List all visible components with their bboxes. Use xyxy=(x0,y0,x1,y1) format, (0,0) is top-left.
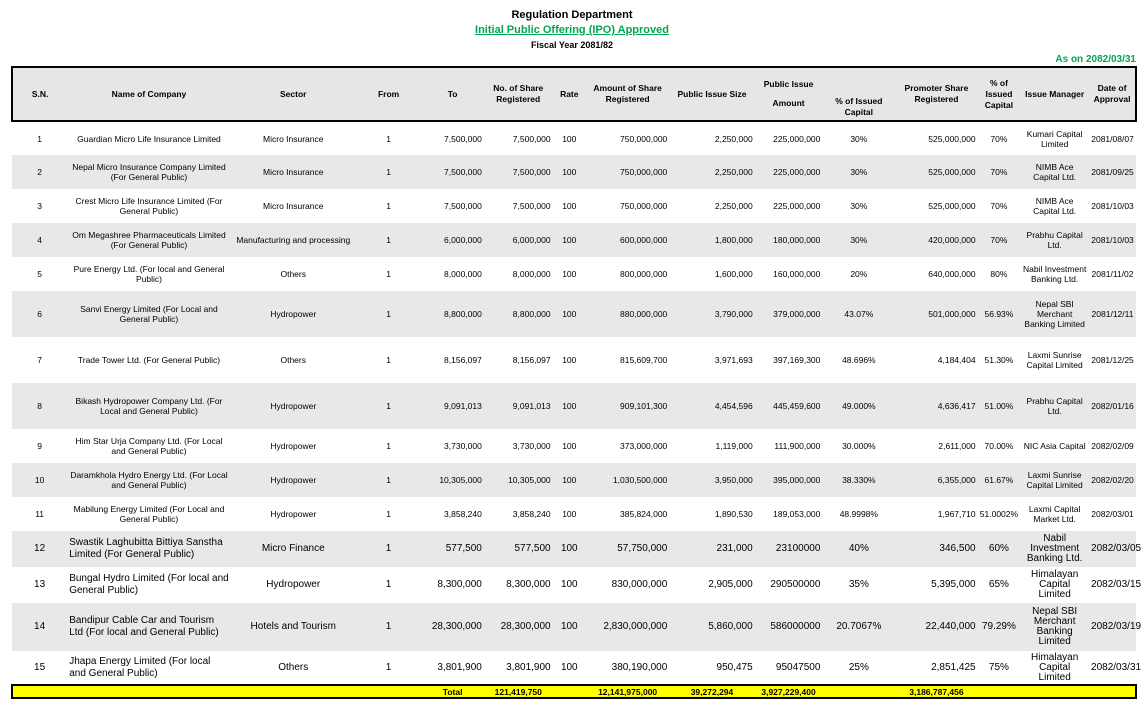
row-manager: Himalayan Capital Limited xyxy=(1031,569,1079,600)
row-promoter: 525,000,000 xyxy=(928,201,976,211)
row-amount: 2,830,000,000 xyxy=(586,603,669,651)
row-amount: 830,000,000 xyxy=(611,579,668,590)
row-issue-size: 1,800,000 xyxy=(669,223,754,257)
row-amount: 909,101,300 xyxy=(586,383,669,429)
row-from: 1 xyxy=(386,355,391,365)
table-row xyxy=(12,463,1136,497)
row-issue-amount: 160,000,000 xyxy=(773,269,821,279)
row-amount: 380,190,000 xyxy=(611,661,668,673)
row-issue-size: 1,890,530 xyxy=(714,509,753,519)
table-row xyxy=(12,291,1136,337)
table-row xyxy=(12,497,1136,531)
row-promoter: 525,000,000 xyxy=(895,155,977,189)
row-issue-size: 950,475 xyxy=(716,661,753,673)
row-pct2: 51.30% xyxy=(984,355,1014,365)
row-sector: Others xyxy=(280,269,306,279)
row-amount: 750,000,000 xyxy=(620,133,668,144)
row-company: Nepal Micro Insurance Company Limited (For General Public) xyxy=(67,155,231,189)
row-promoter: 2,851,425 xyxy=(931,661,976,673)
row-pct: 30% xyxy=(850,133,868,144)
row-to: 7,500,000 xyxy=(421,155,484,189)
row-date: 2082/02/20 xyxy=(1089,463,1136,497)
row-to: 10,305,000 xyxy=(421,463,484,497)
row-company: Om Megashree Pharmaceuticals Limited (For General Public) xyxy=(67,223,231,257)
row-shares: 8,156,097 xyxy=(512,355,551,365)
row-promoter: 2,611,000 xyxy=(938,441,976,451)
col-amount-registered: Amount of Share Registered xyxy=(586,67,669,121)
row-pct2: 80% xyxy=(990,269,1008,279)
row-rate: 100 xyxy=(562,509,577,519)
row-from: 1 xyxy=(386,441,391,451)
fiscal-year: Fiscal Year 2081/82 xyxy=(531,40,613,50)
row-manager: NIMB Ace Capital Ltd. xyxy=(1020,155,1089,189)
row-rate: 100 xyxy=(553,291,586,337)
table-row xyxy=(12,189,1136,223)
row-date: 2082/01/16 xyxy=(1089,383,1136,429)
row-manager: Nabil Investment Banking Ltd. xyxy=(1023,264,1087,284)
col-shares-registered: No. of Share Registered xyxy=(484,67,553,121)
row-promoter: 501,000,000 xyxy=(895,291,977,337)
row-sn: 11 xyxy=(35,509,45,519)
col-promoter-registered: Promoter Share Registered xyxy=(895,67,977,121)
row-sector: Hotels and Tourism xyxy=(231,603,356,651)
row-amount: 750,000,000 xyxy=(620,201,668,211)
row-to: 8,156,097 xyxy=(444,355,482,365)
row-issue-amount: 95047500 xyxy=(775,661,821,673)
row-sector: Hydropower xyxy=(270,441,317,451)
row-shares: 8,000,000 xyxy=(512,269,551,279)
row-pct: 49.000% xyxy=(822,383,895,429)
row-date: 2082/03/15 xyxy=(1091,579,1142,590)
row-shares: 9,091,013 xyxy=(484,383,553,429)
row-promoter: 1,967,710 xyxy=(937,509,976,519)
row-manager: NIC Asia Capital xyxy=(1023,441,1086,451)
row-sn: 3 xyxy=(37,201,42,211)
row-pct: 30% xyxy=(822,155,895,189)
row-issue-amount: 445,459,600 xyxy=(755,383,823,429)
row-company: Swastik Laghubitta Bittiya Sanstha Limited (For General Public) xyxy=(67,531,231,567)
row-amount: 385,824,000 xyxy=(620,509,668,519)
row-to: 8,800,000 xyxy=(421,291,484,337)
row-company: Daramkhola Hydro Energy Ltd. (For Local and General Public) xyxy=(67,463,231,497)
row-from: 1 xyxy=(386,509,391,519)
row-sn: 6 xyxy=(12,291,67,337)
row-pct2: 65% xyxy=(988,579,1009,590)
row-shares: 7,500,000 xyxy=(484,155,553,189)
row-sector: Others xyxy=(278,661,309,673)
row-to: 3,730,000 xyxy=(444,441,482,451)
row-date: 2082/03/31 xyxy=(1091,661,1142,673)
row-issue-size: 2,250,000 xyxy=(714,133,753,144)
row-sector: Micro Finance xyxy=(231,531,356,567)
total-shares: 121,419,750 xyxy=(484,685,553,698)
row-sn: 2 xyxy=(12,155,67,189)
row-company: Pure Energy Ltd. (For local and General Public) xyxy=(73,264,225,284)
row-sn: 12 xyxy=(12,531,67,567)
row-manager: NIMB Ace Capital Ltd. xyxy=(1033,196,1077,216)
row-issue-amount: 395,000,000 xyxy=(755,463,823,497)
col-sector: Sector xyxy=(231,67,356,121)
row-pct2: 60% xyxy=(978,531,1021,567)
row-date: 2081/12/11 xyxy=(1089,291,1136,337)
department-title: Regulation Department xyxy=(511,9,633,21)
row-company: Crest Micro Life Insurance Limited (For General Public) xyxy=(75,196,223,216)
row-issue-amount: 225,000,000 xyxy=(755,155,823,189)
row-from: 1 xyxy=(386,201,391,211)
row-to: 9,091,013 xyxy=(421,383,484,429)
row-pct: 20.7067% xyxy=(822,603,895,651)
table-row xyxy=(12,567,1136,603)
row-amount: 373,000,000 xyxy=(620,441,668,451)
row-issue-amount: 225,000,000 xyxy=(773,133,821,144)
row-pct2: 70.00% xyxy=(984,441,1014,451)
total-amount: 12,141,975,000 xyxy=(586,685,669,698)
row-pct: 30.000% xyxy=(842,441,876,451)
row-pct: 40% xyxy=(822,531,895,567)
row-shares: 6,000,000 xyxy=(484,223,553,257)
total-label: Total xyxy=(421,685,484,698)
row-pct: 48.696% xyxy=(842,355,876,365)
row-date: 2081/10/03 xyxy=(1091,201,1134,211)
row-manager: Nabil Investment Banking Ltd. xyxy=(1020,531,1089,567)
row-sector: Hydropower xyxy=(231,291,356,337)
row-pct2: 51.00% xyxy=(978,383,1021,429)
row-to: 7,500,000 xyxy=(444,201,482,211)
row-date: 2082/03/01 xyxy=(1091,509,1134,519)
table-row xyxy=(12,531,1136,567)
row-issue-amount: 189,053,000 xyxy=(773,509,821,519)
row-sn: 5 xyxy=(37,269,42,279)
row-shares: 8,800,000 xyxy=(484,291,553,337)
row-company: Bikash Hydropower Company Ltd. (For Local and General Public) xyxy=(67,383,231,429)
row-pct2: 70% xyxy=(990,201,1008,211)
row-from: 1 xyxy=(356,383,422,429)
row-from: 1 xyxy=(356,603,422,651)
row-issue-amount: 23100000 xyxy=(755,531,823,567)
row-amount: 1,030,500,000 xyxy=(586,463,669,497)
row-company: Jhapa Energy Limited (For local and General Public) xyxy=(69,655,211,679)
row-shares: 8,300,000 xyxy=(506,579,551,590)
row-company: Mabilung Energy Limited (For Local and General Public) xyxy=(73,504,225,524)
row-rate: 100 xyxy=(560,579,578,590)
row-amount: 880,000,000 xyxy=(586,291,669,337)
row-promoter: 4,636,417 xyxy=(895,383,977,429)
row-pct: 30% xyxy=(822,223,895,257)
row-sn: 7 xyxy=(37,355,42,365)
row-from: 1 xyxy=(356,155,422,189)
row-to: 8,000,000 xyxy=(444,269,482,279)
row-sector: Others xyxy=(280,355,306,365)
row-rate: 100 xyxy=(553,531,586,567)
col-rate: Rate xyxy=(553,67,586,121)
row-from: 1 xyxy=(356,463,422,497)
row-issue-size: 3,971,693 xyxy=(714,355,753,365)
row-issue-size: 2,250,000 xyxy=(714,201,753,211)
row-issue-amount: 180,000,000 xyxy=(755,223,823,257)
row-issue-size: 3,950,000 xyxy=(669,463,754,497)
row-from: 1 xyxy=(385,661,392,673)
row-issue-size: 231,000 xyxy=(669,531,754,567)
row-rate: 100 xyxy=(560,661,578,673)
row-shares: 3,858,240 xyxy=(512,509,551,519)
row-manager: Nepal SBI Merchant Banking Limited xyxy=(1020,603,1089,651)
row-pct: 30% xyxy=(850,201,868,211)
table-row xyxy=(12,223,1136,257)
row-from: 1 xyxy=(386,133,391,144)
col-public-issue-size: Public Issue Size xyxy=(669,67,754,121)
row-manager: Laxmi Sunrise Capital Limited xyxy=(1020,463,1089,497)
row-sn: 13 xyxy=(34,579,46,590)
row-shares: 3,730,000 xyxy=(512,441,551,451)
table-row xyxy=(12,155,1136,189)
row-company: Him Star Urja Company Ltd. (For Local and General Public) xyxy=(75,436,223,456)
row-shares: 28,300,000 xyxy=(484,603,553,651)
row-manager: Prabhu Capital Ltd. xyxy=(1020,223,1089,257)
row-promoter: 5,395,000 xyxy=(931,579,976,590)
row-amount: 800,000,000 xyxy=(620,269,668,279)
row-issue-size: 2,250,000 xyxy=(669,155,754,189)
row-to: 28,300,000 xyxy=(421,603,484,651)
row-manager: Laxmi Capital Market Ltd. xyxy=(1028,504,1081,524)
row-pct: 20% xyxy=(850,269,868,279)
row-issue-size: 1,600,000 xyxy=(714,269,753,279)
row-to: 6,000,000 xyxy=(421,223,484,257)
row-date: 2081/08/07 xyxy=(1091,133,1134,144)
col-from: From xyxy=(356,67,422,121)
row-rate: 100 xyxy=(553,223,586,257)
table-body xyxy=(12,121,1142,685)
row-date: 2081/11/02 xyxy=(1091,269,1134,279)
total-issue-size: 39,272,294 xyxy=(669,685,754,698)
row-from: 1 xyxy=(356,291,422,337)
row-sn: 8 xyxy=(12,383,67,429)
row-amount: 57,750,000 xyxy=(586,531,669,567)
col-public-issue-amount xyxy=(755,67,823,121)
row-sector: Micro Insurance xyxy=(231,155,356,189)
row-from: 1 xyxy=(356,531,422,567)
row-promoter: 640,000,000 xyxy=(928,269,976,279)
row-date: 2081/12/25 xyxy=(1091,355,1134,365)
row-sector: Micro Insurance xyxy=(263,201,324,211)
row-rate: 100 xyxy=(562,201,577,211)
row-date: 2081/10/03 xyxy=(1089,223,1136,257)
row-issue-size: 5,860,000 xyxy=(669,603,754,651)
row-issue-amount: 290500000 xyxy=(770,579,821,590)
row-promoter: 346,500 xyxy=(895,531,977,567)
row-promoter: 22,440,000 xyxy=(895,603,977,651)
row-company: Sanvi Energy Limited (For Local and General Public) xyxy=(67,291,231,337)
row-to: 3,801,900 xyxy=(437,661,482,673)
row-issue-size: 4,454,596 xyxy=(669,383,754,429)
row-pct: 38.330% xyxy=(822,463,895,497)
row-pct2: 75% xyxy=(988,661,1009,673)
row-promoter: 4,184,404 xyxy=(937,355,976,365)
row-issue-amount: 225,000,000 xyxy=(773,201,821,211)
as-on-date: As on 2082/03/31 xyxy=(1055,54,1136,65)
row-company: Guardian Micro Life Insurance Limited xyxy=(77,133,221,144)
col-date-approval: Date of Approval xyxy=(1089,67,1136,121)
row-sector: Hydropower xyxy=(266,579,321,590)
table-header xyxy=(12,67,1136,121)
row-pct: 43.07% xyxy=(822,291,895,337)
row-pct2: 61.67% xyxy=(978,463,1021,497)
report-subtitle: Initial Public Offering (IPO) Approved xyxy=(475,24,669,36)
row-shares: 3,801,900 xyxy=(506,661,551,673)
table-row xyxy=(12,121,1136,155)
row-sector: Hydropower xyxy=(270,509,317,519)
row-pct: 25% xyxy=(848,661,869,673)
row-rate: 100 xyxy=(553,383,586,429)
row-sector: Micro Insurance xyxy=(263,133,324,144)
row-shares: 10,305,000 xyxy=(484,463,553,497)
row-sn: 1 xyxy=(37,133,42,144)
row-sector: Hydropower xyxy=(231,463,356,497)
row-date: 2082/03/05 xyxy=(1089,531,1136,567)
table-footer xyxy=(12,685,1136,698)
row-sn: 10 xyxy=(12,463,67,497)
row-date: 2081/09/25 xyxy=(1089,155,1136,189)
row-issue-amount: 379,000,000 xyxy=(755,291,823,337)
row-manager: Himalayan Capital Limited xyxy=(1031,651,1079,683)
col-issue-manager: Issue Manager xyxy=(1020,67,1089,121)
row-sector: Manufacturing and processing xyxy=(231,223,356,257)
row-issue-amount: 111,900,000 xyxy=(774,441,821,451)
table-row xyxy=(12,383,1136,429)
col-pct-issued: % of Issued Capital xyxy=(822,67,895,121)
table-row xyxy=(12,429,1136,463)
row-shares: 577,500 xyxy=(484,531,553,567)
row-promoter: 525,000,000 xyxy=(928,133,976,144)
row-rate: 100 xyxy=(562,269,577,279)
total-issue-amount: 3,927,229,400 xyxy=(755,685,823,698)
row-issue-size: 1,119,000 xyxy=(715,441,753,451)
public-issue-title: Public Issue xyxy=(763,79,814,89)
row-sn: 9 xyxy=(37,441,42,451)
table-row xyxy=(12,257,1136,291)
row-company: Bandipur Cable Car and Tourism Ltd (For local and General Public) xyxy=(67,603,231,651)
total-promoter: 3,186,787,456 xyxy=(895,685,977,698)
col-to: To xyxy=(421,67,484,121)
row-pct: 48.9998% xyxy=(839,509,878,519)
row-pct2: 70% xyxy=(978,155,1021,189)
row-amount: 600,000,000 xyxy=(586,223,669,257)
table-row xyxy=(12,337,1136,383)
row-pct2: 79.29% xyxy=(978,603,1021,651)
row-promoter: 420,000,000 xyxy=(895,223,977,257)
row-to: 7,500,000 xyxy=(444,133,482,144)
row-promoter: 6,355,000 xyxy=(895,463,977,497)
row-sn: 15 xyxy=(34,661,46,673)
row-pct2: 56.93% xyxy=(978,291,1021,337)
row-rate: 100 xyxy=(553,603,586,651)
row-manager: Prabhu Capital Ltd. xyxy=(1020,383,1089,429)
row-sn: 4 xyxy=(12,223,67,257)
col-sn: S.N. xyxy=(12,67,67,121)
table-row xyxy=(12,603,1136,651)
row-shares: 7,500,000 xyxy=(512,201,551,211)
row-from: 1 xyxy=(386,269,391,279)
row-sector: Hydropower xyxy=(231,383,356,429)
col-pct-issued-capital: % of Issued Capital xyxy=(978,67,1021,121)
row-date: 2082/02/09 xyxy=(1091,441,1134,451)
row-manager: Kumari Capital Limited xyxy=(1026,128,1083,149)
row-issue-amount: 586000000 xyxy=(755,603,823,651)
row-issue-size: 2,905,000 xyxy=(708,579,753,590)
row-shares: 7,500,000 xyxy=(512,133,551,144)
row-pct2: 70% xyxy=(990,133,1008,144)
row-to: 3,858,240 xyxy=(444,509,482,519)
row-amount: 750,000,000 xyxy=(586,155,669,189)
row-date: 2082/03/19 xyxy=(1089,603,1136,651)
row-rate: 100 xyxy=(562,355,577,365)
row-issue-size: 3,790,000 xyxy=(669,291,754,337)
row-pct2: 70% xyxy=(978,223,1021,257)
row-rate: 100 xyxy=(553,463,586,497)
row-manager: Nepal SBI Merchant Banking Limited xyxy=(1020,291,1089,337)
row-rate: 100 xyxy=(553,155,586,189)
ipo-approval-table xyxy=(11,66,1142,699)
table-row xyxy=(12,651,1136,685)
row-to: 577,500 xyxy=(421,531,484,567)
row-rate: 100 xyxy=(562,441,577,451)
public-issue-amount-label: Amount xyxy=(772,98,805,108)
row-pct2: 51.0002% xyxy=(979,509,1019,519)
row-rate: 100 xyxy=(562,133,577,144)
row-company: Trade Tower Ltd. (For General Public) xyxy=(77,355,221,365)
row-pct: 35% xyxy=(848,579,869,590)
row-from: 1 xyxy=(356,223,422,257)
row-issue-amount: 397,169,300 xyxy=(773,355,821,365)
row-manager: Laxmi Sunrise Capital Limited xyxy=(1026,350,1083,370)
col-company: Name of Company xyxy=(67,67,231,121)
row-from: 1 xyxy=(385,579,392,590)
row-company: Bungal Hydro Limited (For local and General Public) xyxy=(69,573,229,596)
row-sn: 14 xyxy=(12,603,67,651)
row-amount: 815,609,700 xyxy=(620,355,668,365)
row-to: 8,300,000 xyxy=(437,579,482,590)
